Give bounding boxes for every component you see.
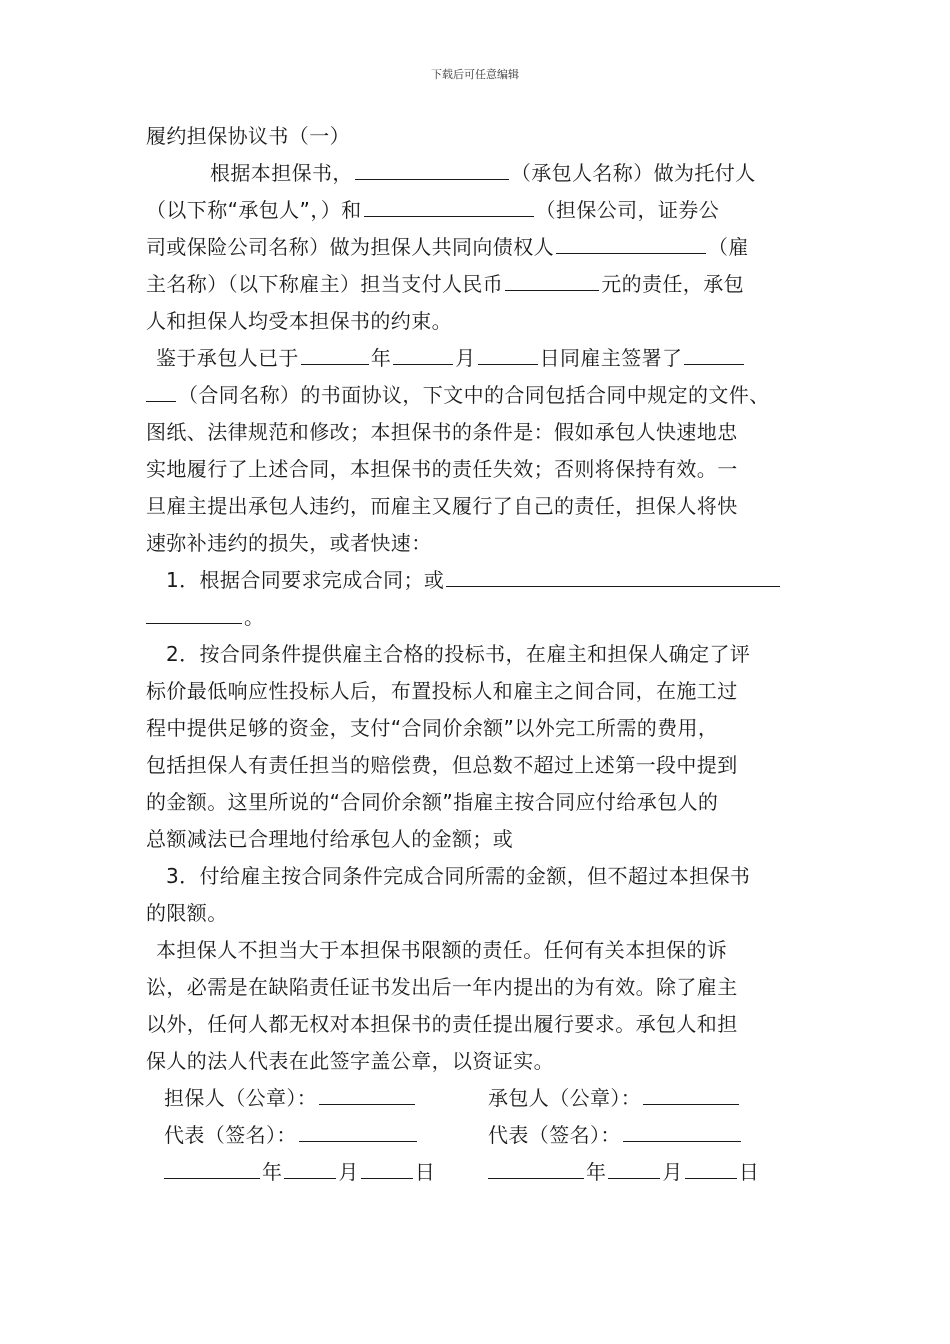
guarantor-month-blank[interactable] <box>284 1158 336 1179</box>
contractor-month-blank[interactable] <box>608 1158 660 1179</box>
item1-blank-1[interactable] <box>446 566 780 587</box>
contract-name-blank-2[interactable] <box>146 381 176 402</box>
guarantor-year-blank[interactable] <box>164 1158 260 1179</box>
representative-row <box>146 1117 818 1154</box>
item2-line5: 的金额。这里所说的“合同价余额”指雇主按合同应付给承包人的 <box>146 790 719 814</box>
para3-line1: 本担保人不担当大于本担保书限额的责任。任何有关本担保的诉 <box>156 938 728 962</box>
item2-line1: 2．按合同条件提供雇主合格的投标书，在雇主和担保人确定了评 <box>166 642 751 666</box>
item2-line4: 包括担保人有责任担当的赔偿费，但总数不超过上述第一段中提到 <box>146 753 738 777</box>
contractor-representative: 代表（签名）： <box>488 1117 743 1154</box>
para1-line5: 人和担保人均受本担保书的约束。 <box>146 309 452 333</box>
para1-line3: 司或保险公司名称）做为担保人共同向债权人 （雇 <box>146 235 749 259</box>
para2-line5: 旦雇主提出承包人违约，而雇主又履行了自己的责任，担保人将快 <box>146 494 738 518</box>
amount-blank[interactable] <box>505 270 599 291</box>
para3-line3: 以外，任何人都无权对本担保书的责任提出履行要求。承包人和担 <box>146 1012 738 1036</box>
guarantor-representative: 代表（签名）： <box>164 1117 419 1154</box>
para2-line4: 实地履行了上述合同，本担保书的责任失效；否则将保持有效。一 <box>146 457 738 481</box>
contractor-name-blank[interactable] <box>355 159 509 180</box>
item1-blank-2[interactable] <box>146 603 242 624</box>
item3-line1: 3．付给雇主按合同条件完成合同所需的金额，但不超过本担保书 <box>166 864 751 888</box>
para3-line2: 讼，必需是在缺陷责任证书发出后一年内提出的为有效。除了雇主 <box>146 975 738 999</box>
para2-line6: 速弥补违约的损失，或者快速： <box>146 531 432 555</box>
contractor-year-blank[interactable] <box>488 1158 584 1179</box>
para2-line3: 图纸、法律规范和修改；本担保书的条件是：假如承包人快速地忠 <box>146 420 738 444</box>
contract-name-blank-1[interactable] <box>684 344 744 365</box>
para1-line2: （以下称“承包人”，）和 （担保公司，证券公 <box>146 198 720 222</box>
seal-row <box>146 1080 818 1117</box>
item2-line3: 程中提供足够的资金，支付“合同价余额”以外完工所需的费用， <box>146 716 719 740</box>
item3-line2: 的限额。 <box>146 901 228 925</box>
item2-line6: 总额减法已合理地付给承包人的金额；或 <box>146 827 514 851</box>
item2-line2: 标价最低响应性投标人后，布置投标人和雇主之间合同，在施工过 <box>146 679 738 703</box>
contractor-date: 年 月 日 <box>488 1154 759 1191</box>
guarantor-seal: 担保人（公章）： <box>164 1080 417 1117</box>
guarantor-day-blank[interactable] <box>361 1158 413 1179</box>
contractor-rep-signature-blank[interactable] <box>623 1121 741 1142</box>
year-blank[interactable] <box>301 344 369 365</box>
guarantor-name-blank[interactable] <box>364 196 534 217</box>
month-blank[interactable] <box>393 344 453 365</box>
item1-line1: 1．根据合同要求完成合同；或 <box>146 562 818 599</box>
para2-line2: （合同名称）的书面协议，下文中的合同包括合同中规定的文件、 <box>146 377 818 414</box>
item1-line2: 。 <box>146 599 818 636</box>
contractor-seal-blank[interactable] <box>643 1084 739 1105</box>
document-body <box>146 118 818 1191</box>
para1-line4: 主名称）（以下称雇主）担当支付人民币 元的责任，承包 <box>146 272 745 296</box>
para1-line1: 根据本担保书， （承包人名称）做为托付人 <box>210 161 756 185</box>
employer-name-blank[interactable] <box>556 233 706 254</box>
day-blank[interactable] <box>478 344 538 365</box>
guarantor-rep-signature-blank[interactable] <box>299 1121 417 1142</box>
contractor-day-blank[interactable] <box>685 1158 737 1179</box>
header-note: 下载后可任意编辑 <box>431 68 519 81</box>
contractor-seal: 承包人（公章）： <box>488 1080 741 1117</box>
document-title: 履约担保协议书（一） <box>146 124 350 148</box>
para3-line4: 保人的法人代表在此签字盖公章，以资证实。 <box>146 1049 554 1073</box>
date-row <box>146 1154 818 1191</box>
guarantor-date: 年 月 日 <box>164 1154 435 1191</box>
para2-line1: 鉴于承包人已于 年 月 日同雇主签署了 <box>146 340 818 377</box>
guarantor-seal-blank[interactable] <box>319 1084 415 1105</box>
